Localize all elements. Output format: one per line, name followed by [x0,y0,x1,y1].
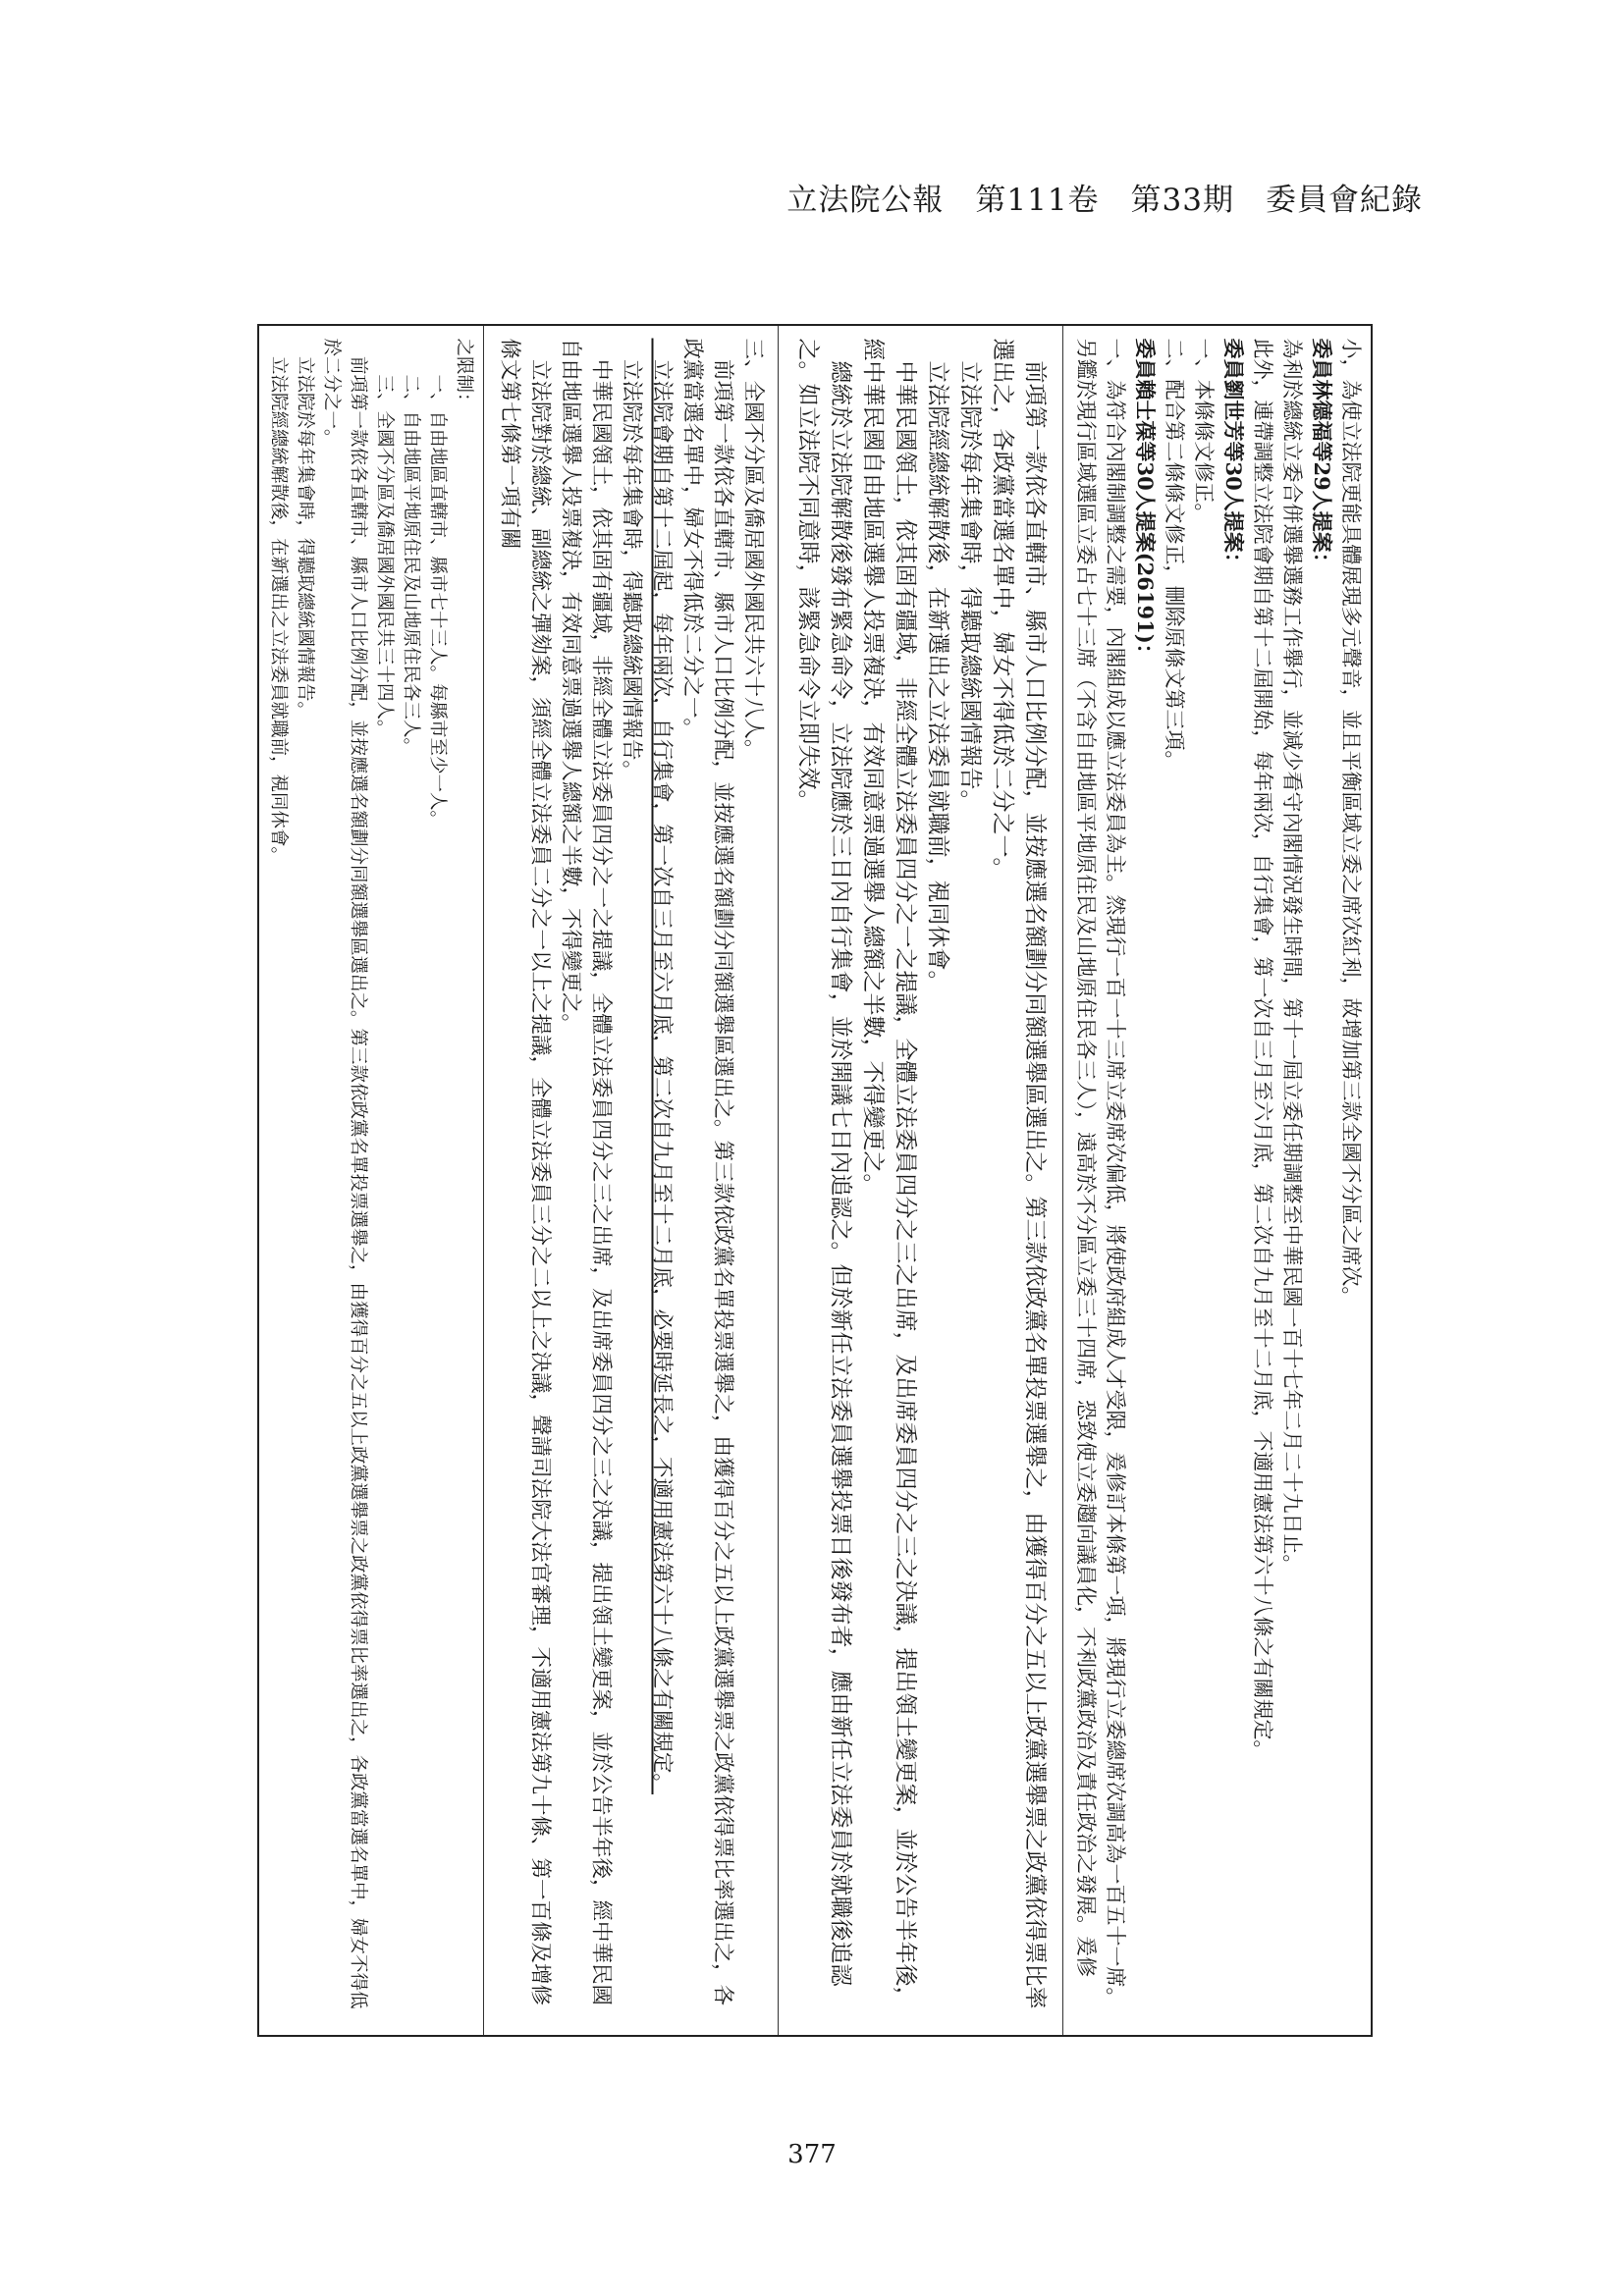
text-line: 中華民國領土，依其固有疆域，非經全體立法委員四分之一之提議，全體立法委員四分之三之出席，及出席委員四分之三之決議，提出領土變更案，並於公告半年後，經中華民國自由地區選舉人投票複決，有效同意票過選舉人總額之半數，不得變更之。 [859,338,918,2008]
text-line: 立法院於每年集會時，得聽取總統國情報告。 [956,338,983,812]
text-line: 立法院於每年集會時，得聽取總統國情報告。 [619,338,643,781]
column-text [1071,338,1366,2023]
proposal-heading: 委員林德福等29人提案： [1309,338,1334,573]
text-line: 三、全國不分區及僑居國外國民共三十四人。 [374,374,395,738]
text-line: 為利於總統立委合併選舉選務工作舉行，並減少看守內閣情況發生時間，第十一屆立委任期調整至中華民國一百十七年二月二十九日止。 [1279,338,1304,1575]
text-line: 二、配合第二條條文修正，刪除原條文第三項。 [1162,338,1186,771]
text-line: 總統於立法院解散後發布緊急命令，立法院應於三日內自行集會，並於開議七日內追認之。但於新任立法委員選舉投票日後發布者，應由新任立法委員於就職後追認之。如立法院不同意時，該緊急命令立即失效。 [794,338,853,1986]
page-number: 377 [787,2140,837,2169]
column-text [494,338,768,2023]
text-line: 中華民國領土，依其固有疆域，非經全體立法委員四分之一之提議，全體立法委員四分之三之出席，及出席委員四分之三之決議，提出領土變更案，並於公告半年後，經中華民國自由地區選舉人投票複決，有效同意票過選舉人總額之半數，不得變更之。 [558,338,613,2005]
text-line: 一、本條條文修正。 [1191,338,1216,523]
text-line: 此外，連帶調整立法院會期自第十二屆開始，每年兩次，自行集會，第一次自三月至六月底，第二次自九月至十二月底，不適用憲法第六十八條之有關規定。 [1250,338,1274,1760]
text-line: 之限制： [454,338,474,411]
text-line: 一、自由地區直轄市、縣市七十三人。每縣市至少一人。 [427,374,448,828]
text-column-4 [1062,326,1373,2035]
header-title: 立法院公報 第111卷 第33期 委員會紀錄 [786,183,1423,218]
text-frame [257,324,1373,2037]
text-column-3 [778,326,1062,2035]
amended-text-line: 立法院會期自第十二屆起，每年兩次，自行集會，第一次自三月至六月底，第二次自九月至十二月底，必要時延長之，不適用憲法第六十八條之有關規定。 [649,338,674,1794]
column-text [791,338,1051,2023]
proposal-heading: 委員賴士葆等30人提案(26191)： [1132,338,1158,665]
text-line: 小，為使立法院更能具體展現多元聲音，並且平衡區域立委之席次紅利，故增加第三款全國不分區之席次。 [1338,338,1363,1307]
text-line: 二、自由地區平地原住民及山地原住民各三人。 [401,374,421,756]
text-line: 前項第一款依各直轄市、縣市人口比例分配，並按應選名額劃分同額選舉區選出之。第三款依政黨名單投票選舉之，由獲得百分之五以上政黨選舉票之政黨依得票比率選出之，各政黨當選名單中，婦女不得低於二分之一。 [321,338,368,2009]
text-line: 前項第一款依各直轄市、縣市人口比例分配，並按應選名額劃分同額選舉區選出之。第三款依政黨名單投票選舉之，由獲得百分之五以上政黨選舉票之政黨依得票比率選出之，各政黨當選名單中，婦女不得低於二分之一。 [679,338,734,2005]
text-column-1 [259,326,483,2035]
text-line: 一、為符合內閣制調整之需要，內閣組成以應立法委員為主。然現行一百一十三席立委席次偏低，將使政府組成人才受限，爰修訂本條第一項，將現行立委總席次調高為一百五十一席。另鑑於現行區域選區立委占七十三席（不含自由地區平地原住民及山地原住民各三人），遠高於不分區立委三十四席，恐致使立委趨向議員化，不利政黨政治及責任政治之發展。爰修 [1073,338,1127,2007]
proposal-heading: 委員劉世芳等30人提案： [1220,338,1246,573]
column-text [265,338,477,2023]
text-line: 立法院對於總統、副總統之彈劾案，須經全體立法委員二分之一以上之提議，全體立法委員三分之二以上之決議，聲請司法院大法官審理，不適用憲法第九十條、第一百條及增修條文第七條第一項有關 [497,338,552,2005]
text-line: 三、全國不分區及僑居國外國民共六十八人。 [740,338,765,761]
text-line: 立法院經總統解散後，在新選出之立法委員就職前，視同休會。 [268,338,289,865]
text-line: 立法院於每年集會時，得聽取總統國情報告。 [295,338,315,720]
text-line: 立法院經總統解散後，在新選出之立法委員就職前，視同休會。 [924,338,950,992]
text-column-2 [483,326,778,2035]
text-line: 前項第一款依各直轄市、縣市人口比例分配，並按應選名額劃分同額選舉區選出之。第三款依政黨名單投票選舉之，由獲得百分之五以上政黨選舉票之政黨依得票比率選出之，各政黨當選名單中，婦女不得低於二分之一。 [989,338,1048,2008]
